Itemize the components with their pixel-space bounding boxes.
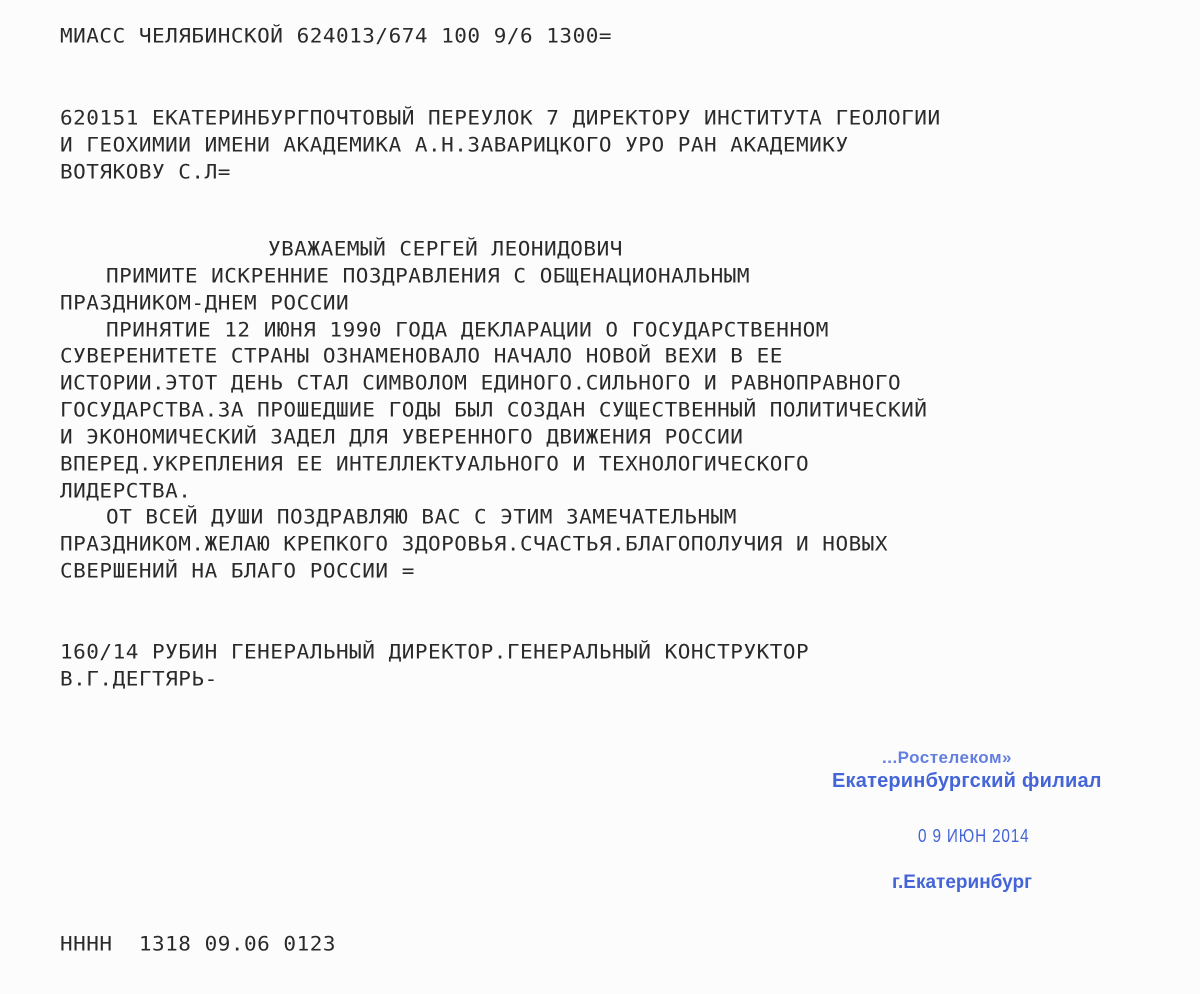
body-line: ПРАЗДНИКОМ-ДНЕМ РОССИИ <box>60 291 350 314</box>
address-line: И ГЕОХИМИИ ИМЕНИ АКАДЕМИКА А.Н.ЗАВАРИЦКОГО УРО РАН АКАДЕМИКУ <box>60 133 849 156</box>
stamp-date: 0 9 ИЮН 2014 <box>918 826 1030 846</box>
body-line: И ЭКОНОМИЧЕСКИЙ ЗАДЕЛ ДЛЯ УВЕРЕННОГО ДВИЖЕНИЯ РОССИИ <box>60 425 744 448</box>
stamp-city: г.Екатеринбург <box>892 872 1032 893</box>
body-line: ПРИНЯТИЕ 12 ИЮНЯ 1990 ГОДА ДЕКЛАРАЦИИ О ГОСУДАРСТВЕННОМ <box>106 318 829 341</box>
body-line: ПРИМИТЕ ИСКРЕННИЕ ПОЗДРАВЛЕНИЯ С ОБЩЕНАЦИОНАЛЬНЫМ <box>106 264 751 287</box>
body-line: ПРАЗДНИКОМ.ЖЕЛАЮ КРЕПКОГО ЗДОРОВЬЯ.СЧАСТЬЯ.БЛАГОПОЛУЧИЯ И НОВЫХ <box>60 532 889 555</box>
signature-line: 160/14 РУБИН ГЕНЕРАЛЬНЫЙ ДИРЕКТОР.ГЕНЕРАЛЬНЫЙ КОНСТРУКТОР <box>60 640 810 663</box>
telegram-header: МИАСС ЧЕЛЯБИНСКОЙ 624013/674 100 9/6 1300= <box>60 24 613 47</box>
rostelecom-stamp <box>820 748 1140 908</box>
stamp-organization: ...Ростелеком» <box>882 748 1012 767</box>
body-line: ЛИДЕРСТВА. <box>60 479 192 502</box>
stamp-branch: Екатеринбургский филиал <box>832 770 1102 792</box>
body-line: ГОСУДАРСТВА.ЗА ПРОШЕДШИЕ ГОДЫ БЫЛ СОЗДАН СУЩЕСТВЕННЫЙ ПОЛИТИЧЕСКИЙ <box>60 398 928 421</box>
body-line: ВПЕРЕД.УКРЕПЛЕНИЯ ЕЕ ИНТЕЛЛЕКТУАЛЬНОГО И ТЕХНОЛОГИЧЕСКОГО <box>60 452 810 475</box>
body-line: ОТ ВСЕЙ ДУШИ ПОЗДРАВЛЯЮ ВАС С ЭТИМ ЗАМЕЧАТЕЛЬНЫМ <box>106 505 737 528</box>
body-line: ИСТОРИИ.ЭТОТ ДЕНЬ СТАЛ СИМВОЛОМ ЕДИНОГО.СИЛЬНОГО И РАВНОПРАВНОГО <box>60 371 902 394</box>
address-line: 620151 ЕКАТЕРИНБУРГПОЧТОВЫЙ ПЕРЕУЛОК 7 ДИРЕКТОРУ ИНСТИТУТА ГЕОЛОГИИ <box>60 106 941 129</box>
salutation: УВАЖАЕМЫЙ СЕРГЕЙ ЛЕОНИДОВИЧ <box>268 237 623 260</box>
body-line: СВЕРШЕНИЙ НА БЛАГО РОССИИ = <box>60 559 415 582</box>
address-line: ВОТЯКОВУ С.Л= <box>60 160 231 183</box>
telegram-footer: НННН 1318 09.06 0123 <box>60 932 337 955</box>
signature-line: В.Г.ДЕГТЯРЬ- <box>60 667 218 690</box>
body-line: СУВЕРЕНИТЕТЕ СТРАНЫ ОЗНАМЕНОВАЛО НАЧАЛО НОВОЙ ВЕХИ В ЕЕ <box>60 344 783 367</box>
